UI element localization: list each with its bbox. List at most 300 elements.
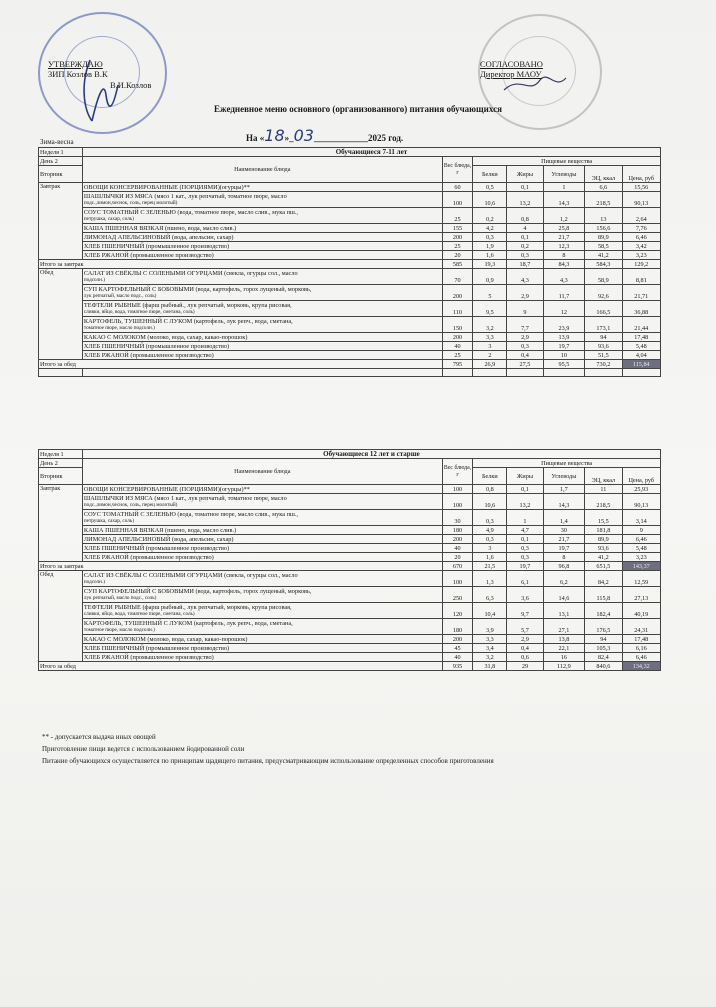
dish-ingredients: подсолн.)	[83, 578, 105, 585]
total-fat: 19,7	[507, 562, 543, 571]
meal-label: Обед	[39, 571, 83, 662]
total-label: Итого за завтрак	[39, 260, 443, 269]
dish-price: 3,14	[622, 510, 661, 526]
dish-protein: 3	[473, 544, 507, 553]
dish-name	[82, 242, 442, 251]
dish-name	[82, 208, 442, 224]
dish-protein: 10,6	[473, 494, 507, 510]
dish-protein: 1,6	[473, 553, 507, 562]
dish-row	[39, 285, 661, 301]
dish-title: ЛИМОНАД АПЕЛЬСИНОВЫЙ (вода, апельсин, сахар)	[83, 535, 234, 543]
approve-block-right	[480, 59, 543, 79]
day-label: День 2	[39, 459, 83, 468]
dish-weight: 100	[442, 571, 473, 587]
dish-title: ОВОЩИ КОНСЕРВИРОВАННЫЕ (ПОРЦИЯМИ)(огурцы)**	[83, 183, 250, 191]
dish-title: ХЛЕБ ПШЕНИЧНЫЙ (промышленное производство)	[83, 342, 230, 350]
dish-price: 90,13	[622, 494, 661, 510]
date-month: 03	[293, 126, 314, 145]
dish-fat: 0,1	[507, 183, 543, 192]
dish-carbs: 21,7	[543, 233, 585, 242]
dish-fat: 0,4	[507, 644, 543, 653]
dish-ingredients: лук репчатый, масло подс., соль)	[83, 292, 157, 299]
dish-energy: 93,6	[585, 342, 622, 351]
dish-energy: 15,5	[585, 510, 622, 526]
dish-price: 6,46	[622, 535, 661, 544]
footnote-salt: Приготовление пищи ведется с использованием йодированной соли	[42, 745, 245, 753]
day-label: День 2	[39, 157, 83, 166]
dish-row	[39, 603, 661, 619]
dish-energy: 176,5	[585, 619, 622, 635]
dish-name	[82, 285, 442, 301]
approve-role: ЗИП Козлов В.К	[48, 69, 108, 79]
total-price: 134,32	[622, 662, 661, 671]
dish-row	[39, 485, 661, 494]
header-row-week	[39, 148, 661, 157]
dish-energy: 6,6	[585, 183, 622, 192]
column-energy-header: ЭЦ, ккал	[585, 166, 622, 183]
dish-price: 12,59	[622, 571, 661, 587]
season-label: Зима-весна	[40, 138, 74, 146]
dish-name	[82, 333, 442, 342]
dish-title: ХЛЕБ РЖАНОЙ (промышленное производство)	[83, 351, 214, 359]
column-fat-header: Жиры	[507, 468, 543, 485]
dish-carbs: 1,2	[543, 208, 585, 224]
dish-fat: 0,3	[507, 251, 543, 260]
spacer-cell	[622, 369, 661, 377]
spacer-cell	[82, 369, 442, 377]
approve-block-left	[48, 59, 108, 79]
total-carbs: 95,5	[543, 360, 585, 369]
dish-ingredients: подс.,лимон,чеснок, соль, перец молотый)	[83, 501, 178, 508]
total-fat: 29	[507, 662, 543, 671]
dish-name	[82, 535, 442, 544]
dish-price: 9	[622, 526, 661, 535]
dish-protein: 0,3	[473, 535, 507, 544]
dish-fat: 0,1	[507, 535, 543, 544]
dish-name	[82, 526, 442, 535]
total-fat: 18,7	[507, 260, 543, 269]
dish-title: СУП КАРТОФЕЛЬНЫЙ С БОБОВЫМИ (вода, картофель, горох лущеный, морковь,	[83, 285, 312, 293]
dish-title: КАША ПШЕННАЯ ВЯЗКАЯ (пшено, вода, масло слив.)	[83, 526, 237, 534]
dish-energy: 105,3	[585, 644, 622, 653]
dish-row	[39, 208, 661, 224]
dish-weight: 150	[442, 317, 473, 333]
dish-price: 6,46	[622, 653, 661, 662]
dish-carbs: 4,3	[543, 269, 585, 285]
dish-fat: 0,4	[507, 351, 543, 360]
dish-title: ТЕФТЕЛИ РЫБНЫЕ (фарш рыбный., лук репчатый, морковь, крупа рисовая,	[83, 603, 292, 611]
dish-energy: 84,2	[585, 571, 622, 587]
dish-energy: 218,5	[585, 192, 622, 208]
dish-title: ХЛЕБ РЖАНОЙ (промышленное производство)	[83, 251, 214, 259]
dish-fat: 4,7	[507, 526, 543, 535]
dish-price: 3,23	[622, 251, 661, 260]
dish-fat: 0,1	[507, 233, 543, 242]
dish-weight: 200	[442, 333, 473, 342]
dish-carbs: 12,3	[543, 242, 585, 251]
dish-row	[39, 619, 661, 635]
dish-protein: 1,9	[473, 242, 507, 251]
dish-protein: 3,2	[473, 317, 507, 333]
dish-fat: 2,9	[507, 635, 543, 644]
dish-energy: 182,4	[585, 603, 622, 619]
dish-fat: 2,9	[507, 333, 543, 342]
dish-price: 17,48	[622, 333, 661, 342]
dish-name	[82, 351, 442, 360]
dish-energy: 11	[585, 485, 622, 494]
dish-row	[39, 510, 661, 526]
dish-protein: 4,9	[473, 526, 507, 535]
dish-energy: 41,2	[585, 251, 622, 260]
dish-energy: 58,5	[585, 242, 622, 251]
date-suffix: 2025 год.	[367, 133, 404, 143]
dish-title: ХЛЕБ ПШЕНИЧНЫЙ (промышленное производство)	[83, 644, 230, 652]
approve-name: В.И.Козлов	[110, 80, 152, 90]
dish-ingredients: сливки, яйцо, вода, томатное пюре, сметана, соль)	[83, 308, 195, 315]
dish-name	[82, 544, 442, 553]
dish-name	[82, 224, 442, 233]
column-price-header: Цена, руб	[622, 468, 661, 485]
dish-carbs: 1,7	[543, 485, 585, 494]
total-energy: 584,3	[585, 260, 622, 269]
dish-title: КАРТОФЕЛЬ, ТУШЕННЫЙ С ЛУКОМ (картофель, лук репч., вода, сметана,	[83, 619, 293, 627]
total-carbs: 112,9	[543, 662, 585, 671]
total-protein: 31,8	[473, 662, 507, 671]
dish-price: 4,04	[622, 351, 661, 360]
menu-table-7-11	[38, 147, 661, 377]
dish-ingredients: лук репчатый, масло подс., соль)	[83, 594, 157, 601]
dish-carbs: 13,8	[543, 635, 585, 644]
menu-table-12-plus	[38, 449, 661, 671]
total-protein: 21,5	[473, 562, 507, 571]
dish-fat: 13,2	[507, 192, 543, 208]
dish-name	[82, 251, 442, 260]
column-energy-header: ЭЦ, ккал	[585, 468, 622, 485]
approve-label: УТВЕРЖДАЮ	[48, 59, 103, 69]
dish-title: КАКАО С МОЛОКОМ (молоко, вода, сахар, какао-порошок)	[83, 333, 248, 341]
dish-price: 25,93	[622, 485, 661, 494]
dish-fat: 13,2	[507, 494, 543, 510]
dish-price: 2,64	[622, 208, 661, 224]
total-label: Итого за обед	[39, 360, 443, 369]
dish-price: 27,13	[622, 587, 661, 603]
spacer-cell	[585, 369, 622, 377]
dish-name	[82, 553, 442, 562]
dish-row	[39, 269, 661, 285]
meal-label: Завтрак	[39, 183, 83, 260]
dish-row	[39, 333, 661, 342]
dish-energy: 156,6	[585, 224, 622, 233]
dish-carbs: 1,4	[543, 510, 585, 526]
total-weight: 935	[442, 662, 473, 671]
total-protein: 26,9	[473, 360, 507, 369]
dish-carbs: 19,7	[543, 544, 585, 553]
dish-carbs: 13,9	[543, 333, 585, 342]
dish-ingredients: петрушка, сахар, соль)	[83, 517, 134, 524]
dish-energy: 13	[585, 208, 622, 224]
dish-row	[39, 351, 661, 360]
dish-energy: 181,8	[585, 526, 622, 535]
dish-ingredients: подс.,лимон,чеснок, соль, перец молотый)	[83, 199, 178, 206]
column-fat-header: Жиры	[507, 166, 543, 183]
dish-weight: 100	[442, 485, 473, 494]
total-energy: 651,5	[585, 562, 622, 571]
dish-name	[82, 635, 442, 644]
dish-row	[39, 526, 661, 535]
total-price: 143,37	[622, 562, 661, 571]
dish-energy: 51,5	[585, 351, 622, 360]
dish-energy: 94	[585, 635, 622, 644]
column-carbs-header: Углеводы	[543, 166, 585, 183]
dish-weight: 200	[442, 285, 473, 301]
dish-energy: 92,6	[585, 285, 622, 301]
footnote-vegetables: ** - допускается выдача иных овощей	[42, 733, 156, 741]
dish-price: 15,56	[622, 183, 661, 192]
dish-energy: 173,1	[585, 317, 622, 333]
dish-fat: 6,1	[507, 571, 543, 587]
dish-carbs: 22,1	[543, 644, 585, 653]
dish-weight: 200	[442, 535, 473, 544]
dish-weight: 110	[442, 301, 473, 317]
dish-carbs: 25,8	[543, 224, 585, 233]
dish-weight: 60	[442, 183, 473, 192]
dish-weight: 40	[442, 342, 473, 351]
dish-carbs: 14,6	[543, 587, 585, 603]
dish-name	[82, 192, 442, 208]
dish-carbs: 1	[543, 183, 585, 192]
dish-row	[39, 644, 661, 653]
dish-row	[39, 544, 661, 553]
dish-weight: 100	[442, 494, 473, 510]
dish-weight: 200	[442, 635, 473, 644]
dish-title: САЛАТ ИЗ СВЁКЛЫ С СОЛЕНЫМИ ОГУРЦАМИ (свекла, огурцы сол., масло	[83, 269, 298, 277]
weekday-label: Вторник	[39, 166, 83, 183]
total-energy: 840,6	[585, 662, 622, 671]
dish-row	[39, 342, 661, 351]
age-group-title: Обучающиеся 12 лет и старше	[82, 450, 660, 459]
dish-price: 5,48	[622, 544, 661, 553]
dish-fat: 5,7	[507, 619, 543, 635]
dish-name	[82, 510, 442, 526]
dish-row	[39, 183, 661, 192]
dish-energy: 166,5	[585, 301, 622, 317]
dish-weight: 25	[442, 242, 473, 251]
dish-energy: 94	[585, 333, 622, 342]
total-fat: 27,5	[507, 360, 543, 369]
total-protein: 19,3	[473, 260, 507, 269]
dish-ingredients: томатное пюре, масло подсолн.)	[83, 626, 155, 633]
dish-name	[82, 653, 442, 662]
dish-protein: 1,6	[473, 251, 507, 260]
dish-title: ХЛЕБ ПШЕНИЧНЫЙ (промышленное производство)	[83, 544, 230, 552]
dish-fat: 9,7	[507, 603, 543, 619]
total-price: 129,2	[622, 260, 661, 269]
dish-weight: 180	[442, 619, 473, 635]
total-weight: 670	[442, 562, 473, 571]
dish-row	[39, 494, 661, 510]
dish-row	[39, 317, 661, 333]
dish-protein: 0,2	[473, 208, 507, 224]
dish-fat: 4	[507, 224, 543, 233]
dish-row	[39, 587, 661, 603]
dish-protein: 0,5	[473, 183, 507, 192]
dish-protein: 5	[473, 285, 507, 301]
dish-title: СОУС ТОМАТНЫЙ С ЗЕЛЕНЬЮ (вода, томатное пюре, масло слив., мука пш.,	[83, 510, 298, 518]
dish-name	[82, 342, 442, 351]
dish-row	[39, 571, 661, 587]
dish-row	[39, 635, 661, 644]
dish-price: 21,44	[622, 317, 661, 333]
spacer-cell	[473, 369, 507, 377]
dish-title: КАРТОФЕЛЬ, ТУШЕННЫЙ С ЛУКОМ (картофель, лук репч., вода, сметана,	[83, 317, 293, 325]
dish-fat: 0,8	[507, 208, 543, 224]
dish-energy: 41,2	[585, 553, 622, 562]
dish-protein: 6,3	[473, 587, 507, 603]
dish-name	[82, 571, 442, 587]
column-nutrients-header: Пищевые вещества	[473, 459, 661, 468]
dish-weight: 25	[442, 351, 473, 360]
dish-energy: 89,9	[585, 233, 622, 242]
dish-name	[82, 644, 442, 653]
date-mid: »	[284, 133, 290, 143]
spacer-cell	[442, 369, 473, 377]
dish-weight: 120	[442, 603, 473, 619]
dish-row	[39, 251, 661, 260]
total-label: Итого за обед	[39, 662, 443, 671]
dish-weight: 20	[442, 251, 473, 260]
dish-weight: 40	[442, 653, 473, 662]
dish-price: 17,48	[622, 635, 661, 644]
total-carbs: 84,3	[543, 260, 585, 269]
dish-price: 6,16	[622, 644, 661, 653]
dish-fat: 9	[507, 301, 543, 317]
dish-price: 24,31	[622, 619, 661, 635]
column-weight-header: Вес блюда, г	[442, 459, 473, 485]
dish-weight: 250	[442, 587, 473, 603]
document-date: На «18»_03____________2025 год.	[246, 126, 404, 145]
dish-row	[39, 224, 661, 233]
age-group-title: Обучающиеся 7-11 лет	[82, 148, 660, 157]
dish-name	[82, 269, 442, 285]
dish-fat: 0,3	[507, 342, 543, 351]
dish-price: 21,71	[622, 285, 661, 301]
dish-weight: 100	[442, 192, 473, 208]
header-row-day	[39, 459, 661, 468]
dish-name	[82, 587, 442, 603]
spacer-row	[39, 369, 661, 377]
dish-protein: 0,3	[473, 233, 507, 242]
dish-protein: 4,2	[473, 224, 507, 233]
dish-carbs: 8	[543, 251, 585, 260]
dish-protein: 0,8	[473, 485, 507, 494]
dish-protein: 10,6	[473, 192, 507, 208]
dish-weight: 180	[442, 526, 473, 535]
dish-title: ХЛЕБ ПШЕНИЧНЫЙ (промышленное производство)	[83, 242, 230, 250]
total-row	[39, 360, 661, 369]
column-weight-header: Вес блюда, г	[442, 157, 473, 183]
dish-title: СОУС ТОМАТНЫЙ С ЗЕЛЕНЬЮ (вода, томатное пюре, масло слив., мука пш.,	[83, 208, 298, 216]
dish-fat: 0,3	[507, 544, 543, 553]
dish-ingredients: петрушка, сахар, соль)	[83, 215, 134, 222]
dish-row	[39, 553, 661, 562]
footnote-diet: Питание обучающихся осуществляется по принципам щадящего питания, предусматривающим использование определенных способов приготовления	[42, 757, 494, 765]
dish-protein: 10,4	[473, 603, 507, 619]
dish-title: ХЛЕБ РЖАНОЙ (промышленное производство)	[83, 553, 214, 561]
dish-carbs: 16	[543, 653, 585, 662]
dish-fat: 0,1	[507, 485, 543, 494]
column-name-header: Наименование блюда	[82, 459, 442, 485]
dish-price: 3,42	[622, 242, 661, 251]
column-carbs-header: Углеводы	[543, 468, 585, 485]
dish-title: СУП КАРТОФЕЛЬНЫЙ С БОБОВЫМИ (вода, картофель, горох лущеный, морковь,	[83, 587, 312, 595]
spacer-cell	[543, 369, 585, 377]
date-day: 18	[264, 126, 285, 145]
dish-fat: 0,6	[507, 653, 543, 662]
weekday-label: Вторник	[39, 468, 83, 485]
dish-weight: 70	[442, 269, 473, 285]
column-name-header: Наименование блюда	[82, 157, 442, 183]
total-energy: 730,2	[585, 360, 622, 369]
dish-carbs: 8	[543, 553, 585, 562]
dish-energy: 89,9	[585, 535, 622, 544]
dish-carbs: 27,1	[543, 619, 585, 635]
dish-protein: 0,9	[473, 269, 507, 285]
dish-fat: 0,3	[507, 553, 543, 562]
dish-protein: 0,3	[473, 510, 507, 526]
dish-name	[82, 619, 442, 635]
dish-protein: 3,3	[473, 635, 507, 644]
dish-ingredients: сливки, яйцо, вода, томатное пюре, сметана, соль)	[83, 610, 195, 617]
dish-protein: 3,2	[473, 653, 507, 662]
column-protein-header: Белки	[473, 166, 507, 183]
dish-name	[82, 233, 442, 242]
dish-weight: 200	[442, 233, 473, 242]
dish-title: ШАШЛЫЧКИ ИЗ МЯСА (мясо 1 кат., лук репчатый, томатное пюре, масло	[83, 494, 287, 502]
dish-energy: 93,6	[585, 544, 622, 553]
dish-energy: 58,9	[585, 269, 622, 285]
column-price-header: Цена, руб	[622, 166, 661, 183]
dish-row	[39, 242, 661, 251]
total-row	[39, 662, 661, 671]
dish-title: ОВОЩИ КОНСЕРВИРОВАННЫЕ (ПОРЦИЯМИ)(огурцы)**	[83, 485, 250, 493]
total-weight: 585	[442, 260, 473, 269]
dish-price: 8,81	[622, 269, 661, 285]
dish-row	[39, 233, 661, 242]
dish-carbs: 12	[543, 301, 585, 317]
dish-ingredients: томатное пюре, масло подсолн.)	[83, 324, 155, 331]
total-price: 115,84	[622, 360, 661, 369]
dish-fat: 0,2	[507, 242, 543, 251]
spacer-cell	[507, 369, 543, 377]
dish-price: 6,46	[622, 233, 661, 242]
dish-price: 40,19	[622, 603, 661, 619]
dish-name	[82, 494, 442, 510]
dish-energy: 115,8	[585, 587, 622, 603]
dish-row	[39, 192, 661, 208]
dish-carbs: 21,7	[543, 535, 585, 544]
dish-fat: 4,3	[507, 269, 543, 285]
dish-carbs: 11,7	[543, 285, 585, 301]
dish-name	[82, 603, 442, 619]
dish-protein: 3	[473, 342, 507, 351]
dish-fat: 7,7	[507, 317, 543, 333]
dish-fat: 1	[507, 510, 543, 526]
dish-name	[82, 317, 442, 333]
dish-weight: 40	[442, 544, 473, 553]
total-row	[39, 260, 661, 269]
dish-protein: 3,3	[473, 333, 507, 342]
dish-energy: 218,5	[585, 494, 622, 510]
